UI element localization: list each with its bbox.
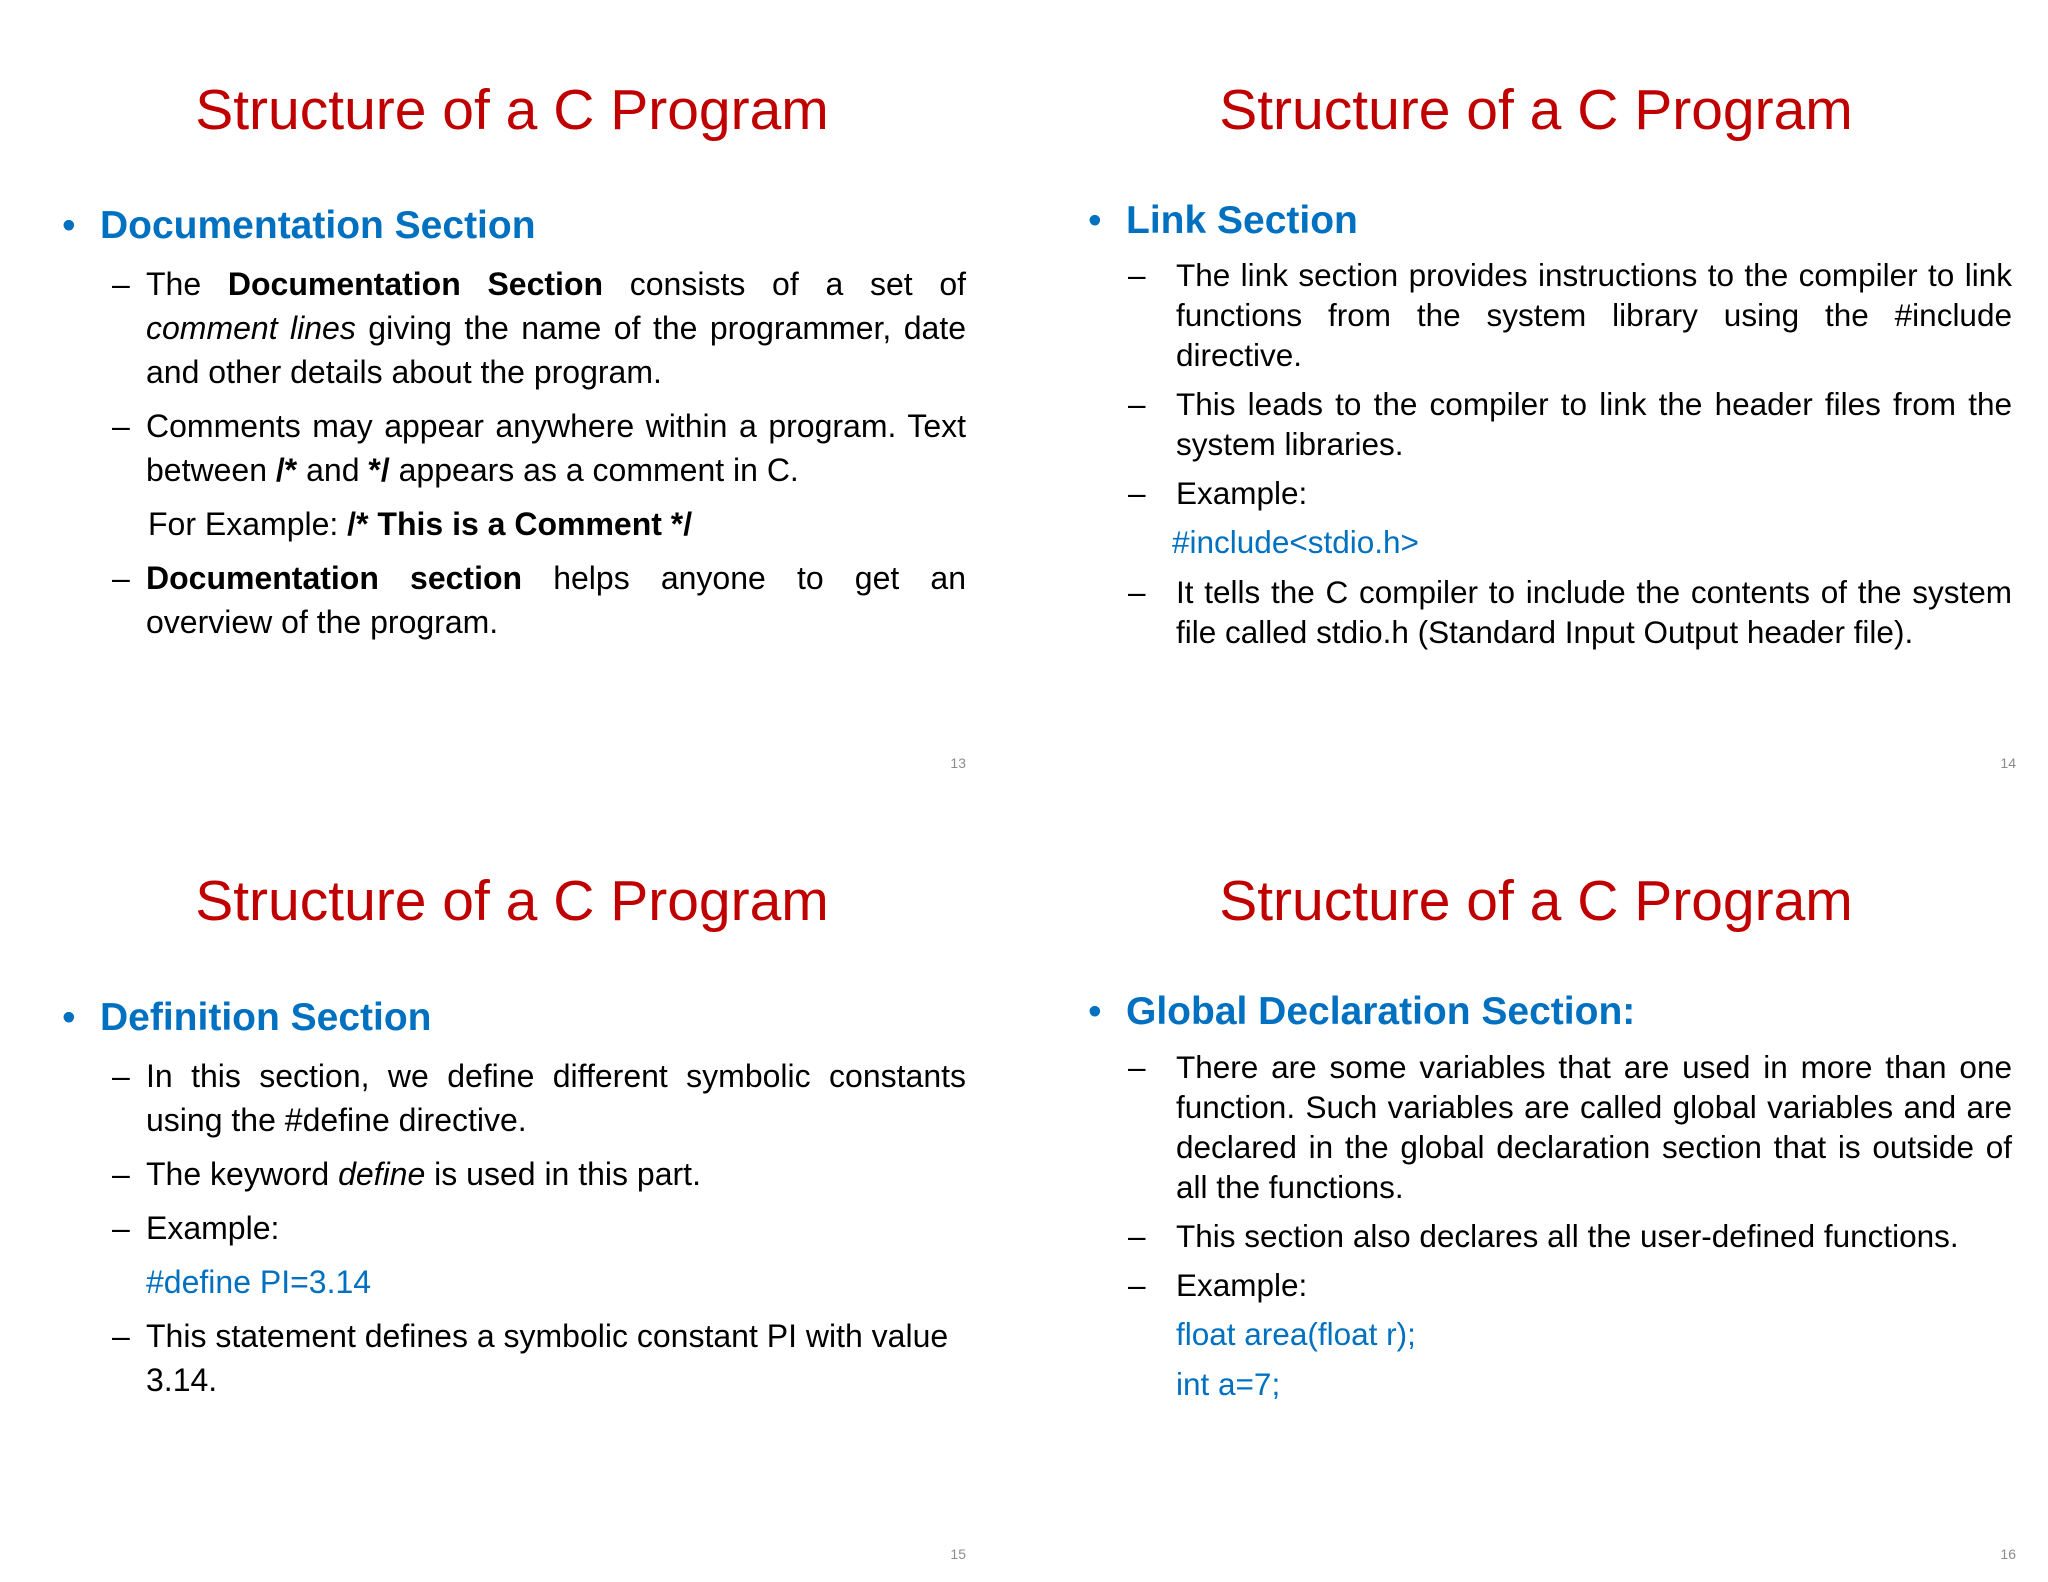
page-number: 14 [2000, 755, 2016, 771]
list-item: – There are some variables that are used in more than one function. Such variables are called global variables and are declared in the global declaration section that is outside of all the functions. [1176, 1047, 2012, 1207]
page-number: 13 [950, 755, 966, 771]
list-item: – This section also declares all the user-defined functions. [1176, 1216, 2012, 1256]
slide-title: Structure of a C Program [1219, 869, 1853, 933]
slide-13 [0, 0, 1024, 791]
section-heading: • Definition Section [100, 993, 432, 1043]
slide-body [146, 262, 966, 654]
slide-16 [1024, 791, 2048, 1582]
list-item: – Example: [1176, 473, 2012, 513]
code-example: #define PI=3.14 [146, 1264, 372, 1300]
list-item: – This leads to the compiler to link the header files from the system libraries. [1176, 384, 2012, 464]
slide-14 [1024, 0, 2048, 791]
list-item: – The keyword define is used in this part. [146, 1152, 966, 1196]
example-line: For Example: /* This is a Comment */ [148, 506, 693, 542]
list-item: – This statement defines a symbolic constant PI with value 3.14. [146, 1314, 966, 1402]
slide-title: Structure of a C Program [195, 78, 829, 142]
slide-body [1172, 255, 2012, 661]
slide-title: Structure of a C Program [195, 869, 829, 933]
code-example: float area(float r); [1176, 1316, 1416, 1352]
section-heading: • Global Declaration Section: [1126, 987, 1635, 1037]
slide-body [1176, 1047, 2012, 1414]
code-example: #include<stdio.h> [1172, 524, 1419, 560]
list-item: – In this section, we define different symbolic constants using the #define directive. [146, 1054, 966, 1142]
slide-body [146, 1054, 966, 1412]
section-heading: • Documentation Section [100, 201, 536, 251]
list-item: – The Documentation Section consists of a set of comment lines giving the name of the programmer, date and other details about the program. [146, 262, 966, 394]
list-item: – Comments may appear anywhere within a program. Text between /* and */ appears as a comment in C. [146, 404, 966, 492]
page-number: 15 [950, 1546, 966, 1562]
slide-15 [0, 791, 1024, 1582]
list-item: – It tells the C compiler to include the contents of the system file called stdio.h (Standard Input Output header file). [1176, 572, 2012, 652]
section-heading: • Link Section [1126, 196, 1358, 246]
list-item: – The link section provides instructions to the compiler to link functions from the system library using the #include directive. [1176, 255, 2012, 375]
list-item: – Documentation section helps anyone to get an overview of the program. [146, 556, 966, 644]
slide-title: Structure of a C Program [1219, 78, 1853, 142]
code-example: int a=7; [1176, 1366, 1281, 1402]
list-item: – Example: [146, 1206, 966, 1250]
page-number: 16 [2000, 1546, 2016, 1562]
list-item: – Example: [1176, 1265, 2012, 1305]
